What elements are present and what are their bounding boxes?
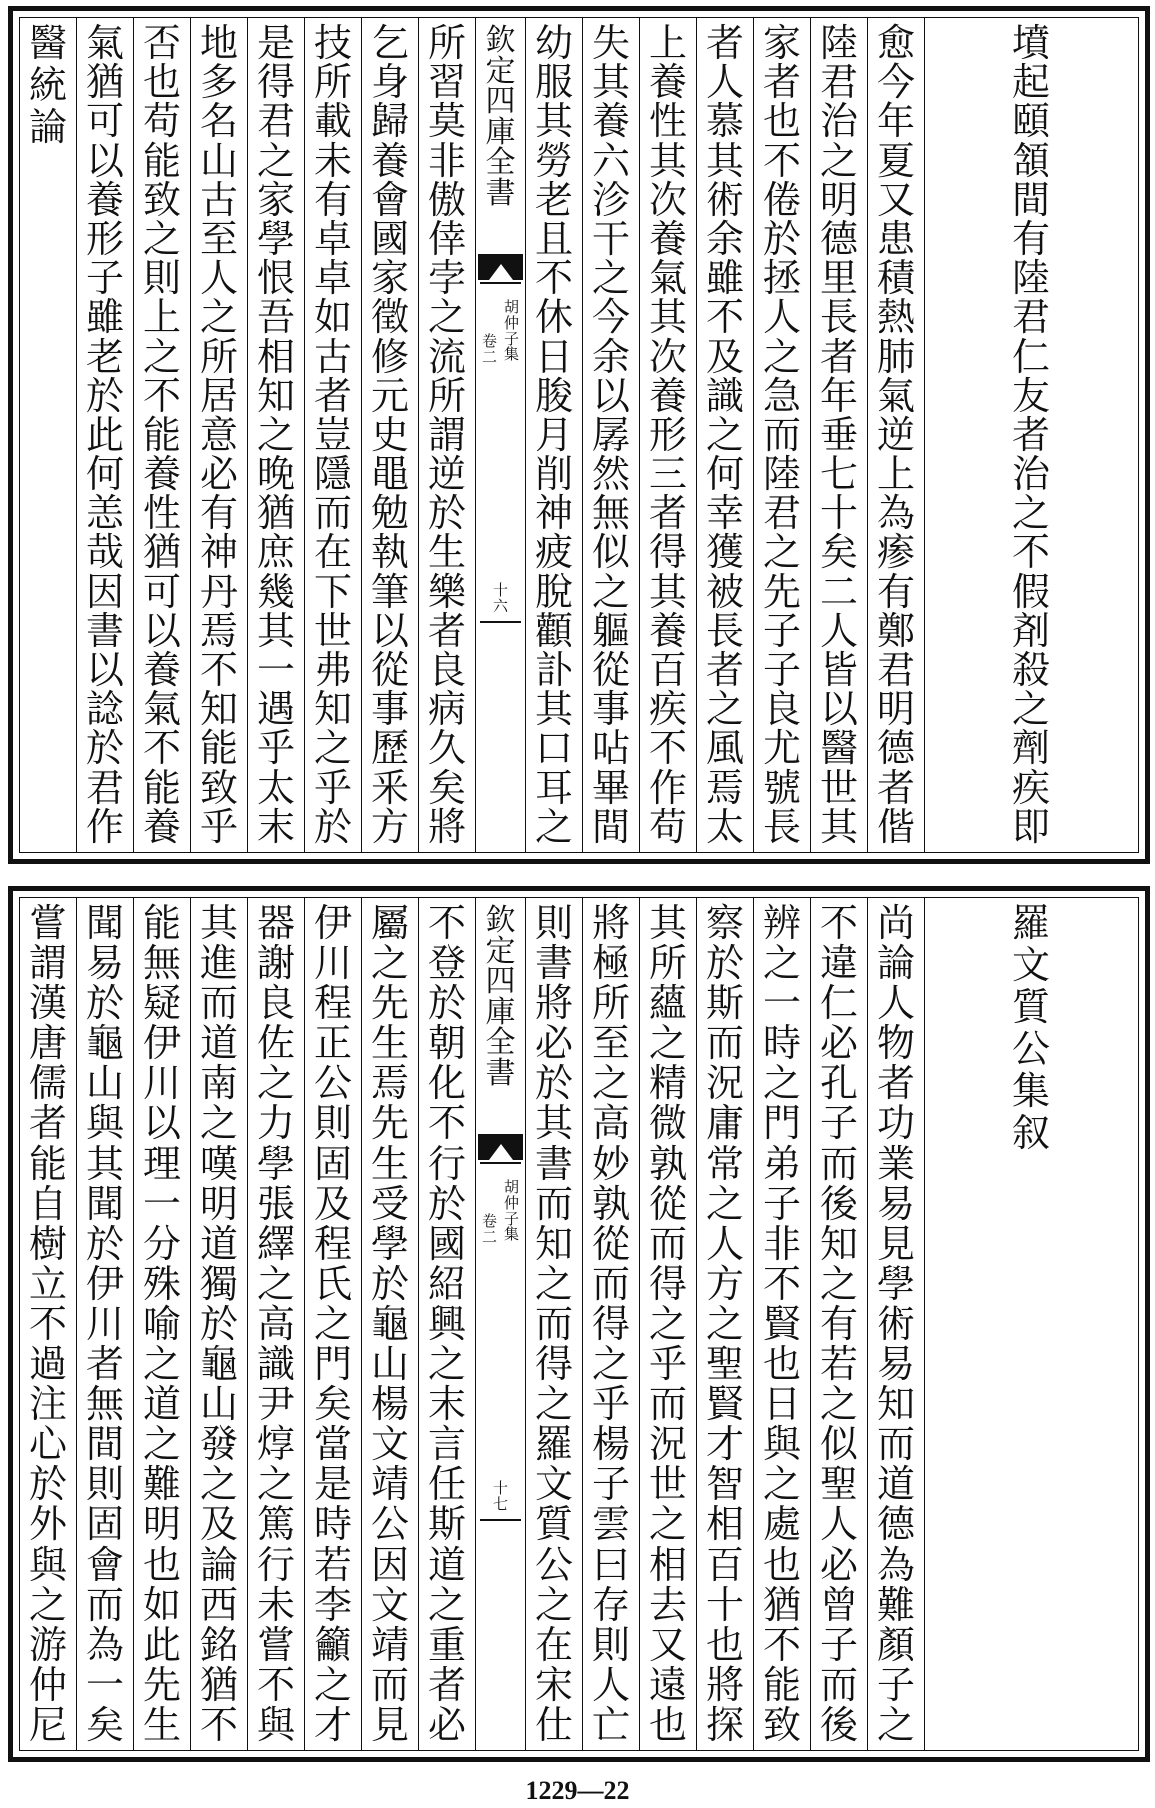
column-text: 失 其 養 六 沴 干 之 今 余 以 孱 然 無 似 之 軀 從 事 呫 畢 間 bbox=[591, 21, 630, 849]
text-column bbox=[20, 18, 77, 852]
collection-name: 胡 仲 子 集 bbox=[503, 1178, 519, 1244]
column-text: 陸 君 治 之 明 德 里 長 者 年 垂 七 十 矣 二 人 皆 以 醫 世 其 bbox=[819, 21, 858, 849]
text-column bbox=[77, 18, 134, 852]
column-text: 墳 起 頤 頷 間 有 陸 君 仁 友 者 治 之 不 假 剤 殺 之 劑 疾 即 bbox=[1011, 21, 1050, 849]
column-text: 是 得 君 之 家 學 恨 吾 相 知 之 晚 猶 庶 幾 其 一 遇 乎 太 末 bbox=[256, 21, 295, 849]
text-column bbox=[811, 18, 868, 852]
column-text: 伊 川 程 正 公 則 固 及 程 氏 之 門 矣 當 是 時 若 李 籲 之 才 bbox=[313, 901, 352, 1747]
column-text: 尚 論 人 物 者 功 業 易 見 學 術 易 知 而 道 德 為 難 顏 子 之 bbox=[876, 901, 915, 1747]
column-text: 醫 統 論 bbox=[28, 21, 67, 149]
text-column bbox=[526, 18, 583, 852]
text-column bbox=[640, 18, 697, 852]
column-text: 其 所 蘊 之 精 微 孰 從 而 得 之 乎 而 況 世 之 相 去 又 遠 也 bbox=[648, 901, 687, 1747]
column-text: 者 人 慕 其 術 余 雖 不 及 識 之 何 幸 獲 被 長 者 之 風 焉 太 bbox=[705, 21, 744, 849]
column-text: 所 習 莫 非 傲 倖 孛 之 流 所 謂 逆 於 生 樂 者 良 病 久 矣 將 bbox=[427, 21, 466, 849]
text-column bbox=[583, 18, 640, 852]
text-column bbox=[191, 18, 248, 852]
column-text: 上 養 性 其 次 養 氣 其 次 養 形 三 者 得 其 養 百 疾 不 作 苟 bbox=[648, 21, 687, 849]
column-text: 察 於 斯 而 況 庸 常 之 人 方 之 聖 賢 才 智 相 百 十 也 將 探 bbox=[705, 901, 744, 1747]
text-column bbox=[362, 898, 419, 1750]
text-column bbox=[305, 18, 362, 852]
column-text: 不 登 於 朝 化 不 行 於 國 紹 興 之 末 言 任 斯 道 之 重 者 必 bbox=[427, 901, 466, 1747]
text-column bbox=[134, 18, 191, 852]
column-text: 其 進 而 道 南 之 嘆 明 道 獨 於 龜 山 發 之 及 論 西 銘 猶 不 bbox=[199, 901, 238, 1747]
column-text: 地 多 名 山 古 至 人 之 所 居 意 必 有 神 丹 焉 不 知 能 致 乎 bbox=[199, 21, 238, 849]
folio-number: 十 六 bbox=[492, 581, 508, 615]
book-title: 欽 定 四 庫 全 書 bbox=[485, 903, 516, 1091]
text-column bbox=[419, 898, 476, 1750]
text-column bbox=[305, 898, 362, 1750]
text-column bbox=[526, 898, 583, 1750]
column-text: 愈 今 年 夏 又 患 積 熱 肺 氣 逆 上 為 瘆 有 鄭 君 明 德 者 偕 bbox=[876, 21, 915, 849]
center-divider bbox=[480, 1162, 521, 1164]
column-text: 氣 猶 可 以 養 形 子 雖 老 於 此 何 恙 哉 因 書 以 諗 於 君 作 bbox=[85, 21, 124, 849]
text-column bbox=[925, 18, 1137, 852]
center-divider bbox=[480, 621, 521, 623]
column-text: 家 者 也 不 倦 於 拯 人 之 急 而 陸 君 之 先 子 子 良 尤 號 長 bbox=[762, 21, 801, 849]
text-column bbox=[419, 18, 476, 852]
column-text: 否 也 苟 能 致 之 則 上 之 不 能 養 性 猶 可 以 養 氣 不 能 養 bbox=[142, 21, 181, 849]
text-column bbox=[868, 898, 925, 1750]
column-text: 幼 服 其 勞 老 且 不 休 日 朘 月 削 神 疲 脫 顴 訃 其 口 耳 之 bbox=[534, 21, 573, 849]
column-text: 技 所 載 未 有 卓 卓 如 古 者 豈 隱 而 在 下 世 弗 知 之 乎 於 bbox=[313, 21, 352, 849]
column-text: 聞 易 於 龜 山 與 其 聞 於 伊 川 者 無 間 則 固 會 而 為 一 矣 bbox=[85, 901, 124, 1747]
text-column bbox=[811, 898, 868, 1750]
column-text: 則 書 將 必 於 其 書 而 知 之 而 得 之 羅 文 質 公 之 在 宋 仕 bbox=[534, 901, 573, 1747]
column-text: 不 違 仁 必 孔 子 而 後 知 之 有 若 之 似 聖 人 必 曾 子 而 後 bbox=[819, 901, 858, 1747]
text-column bbox=[191, 898, 248, 1750]
text-column bbox=[925, 898, 1137, 1750]
text-column bbox=[640, 898, 697, 1750]
center-divider bbox=[480, 1519, 521, 1521]
column-text: 乞 身 歸 養 會 國 家 徵 修 元 史 黽 勉 執 筆 以 從 事 歷 釆 方 bbox=[370, 21, 409, 849]
folio-number: 十 七 bbox=[492, 1479, 508, 1513]
text-column bbox=[754, 18, 811, 852]
text-column bbox=[77, 898, 134, 1750]
column-text: 器 謝 良 佐 之 力 學 張 繹 之 高 識 尹 焞 之 篤 行 未 嘗 不 與 bbox=[256, 901, 295, 1747]
text-column bbox=[754, 898, 811, 1750]
text-column bbox=[20, 898, 77, 1750]
book-title: 欽 定 四 庫 全 書 bbox=[485, 23, 516, 211]
volume-label: 卷 二 bbox=[482, 332, 498, 366]
collection-name: 胡 仲 子 集 bbox=[503, 298, 519, 364]
fishtail-mark-icon bbox=[478, 1134, 523, 1160]
page-number: 1229—22 bbox=[525, 1776, 630, 1805]
top-page-panel bbox=[8, 6, 1150, 864]
text-column bbox=[248, 18, 305, 852]
column-text: 能 無 疑 伊 川 以 理 一 分 殊 喻 之 道 之 難 明 也 如 此 先 生 bbox=[142, 901, 181, 1747]
fishtail-mark-icon bbox=[478, 254, 523, 280]
volume-label: 卷 二 bbox=[482, 1212, 498, 1246]
text-column bbox=[248, 898, 305, 1750]
text-column bbox=[362, 18, 419, 852]
text-column bbox=[868, 18, 925, 852]
text-column bbox=[697, 18, 754, 852]
column-text: 屬 之 先 生 焉 先 生 受 學 於 龜 山 楊 文 靖 公 因 文 靖 而 見 bbox=[370, 901, 409, 1747]
top-page-frame bbox=[19, 17, 1139, 853]
column-text: 辨 之 一 時 之 門 弟 子 非 不 賢 也 日 與 之 處 也 猶 不 能 致 bbox=[762, 901, 801, 1747]
column-text: 嘗 謂 漢 唐 儒 者 能 自 樹 立 不 過 注 心 於 外 與 之 游 仲 尼 bbox=[28, 901, 67, 1747]
center-fold-margin bbox=[476, 898, 526, 1750]
column-text: 將 極 所 至 之 高 妙 孰 從 而 得 之 乎 楊 子 雲 曰 存 則 人 亡 bbox=[591, 901, 630, 1747]
text-column bbox=[583, 898, 640, 1750]
text-column bbox=[697, 898, 754, 1750]
column-text: 羅 文 質 公 集 叙 bbox=[1011, 901, 1050, 1155]
text-column bbox=[134, 898, 191, 1750]
center-divider bbox=[480, 282, 521, 284]
center-fold-margin bbox=[476, 18, 526, 852]
bottom-page-frame bbox=[19, 897, 1139, 1751]
bottom-page-panel bbox=[8, 886, 1150, 1762]
